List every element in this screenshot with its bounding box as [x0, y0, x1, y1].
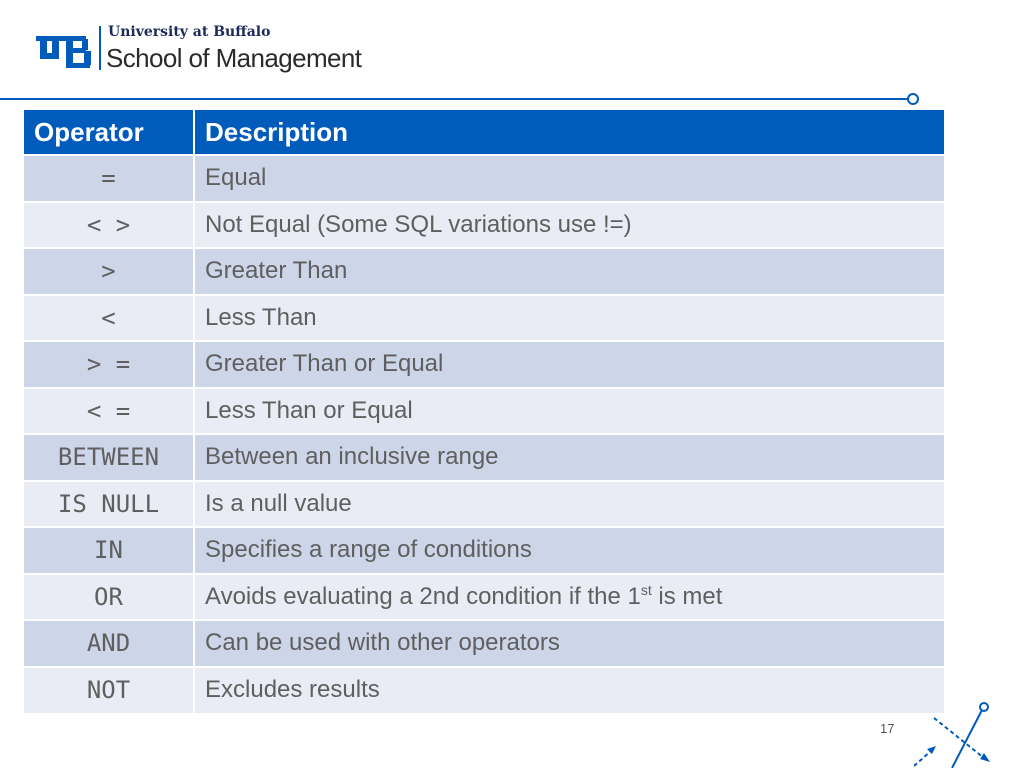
description-cell: Not Equal (Some SQL variations use !=): [194, 202, 944, 249]
ub-school-of-management-logo: [36, 22, 376, 76]
table-row: [24, 202, 944, 249]
description-cell: Greater Than: [194, 248, 944, 295]
description-cell: Is a null value: [194, 481, 944, 528]
table-row: [24, 434, 944, 481]
table-row: [24, 295, 944, 342]
operator-cell: BETWEEN: [24, 434, 194, 481]
description-cell: Excludes results: [194, 667, 944, 714]
table-row: [24, 481, 944, 528]
table-row: [24, 574, 944, 621]
description-text: Avoids evaluating a 2nd condition if the 1: [205, 583, 641, 611]
table-row: [24, 248, 944, 295]
operator-cell: IS NULL: [24, 481, 194, 528]
ub-logo-icon: [36, 36, 92, 68]
page-number: 17: [880, 721, 895, 736]
column-header-description: Description: [194, 110, 944, 155]
operator-cell: < =: [24, 388, 194, 435]
table-header-row: [24, 110, 944, 155]
column-header-operator: Operator: [24, 110, 194, 155]
header-rule-end-dot: [907, 93, 919, 105]
table-row: [24, 527, 944, 574]
operator-cell: AND: [24, 620, 194, 667]
operator-cell: <: [24, 295, 194, 342]
table-row: [24, 388, 944, 435]
operator-cell: >: [24, 248, 194, 295]
operator-cell: IN: [24, 527, 194, 574]
school-name: School of Management: [106, 43, 362, 73]
table-row: [24, 155, 944, 202]
table-row: [24, 341, 944, 388]
operator-cell: > =: [24, 341, 194, 388]
description-text-end: is met: [651, 583, 723, 611]
university-name: University at Buffalo: [108, 24, 271, 40]
description-cell: [194, 574, 944, 621]
operator-cell: NOT: [24, 667, 194, 714]
description-cell: Equal: [194, 155, 944, 202]
logo-divider: [99, 26, 101, 70]
description-cell: Less Than: [194, 295, 944, 342]
decorative-arrows-icon: [914, 698, 1024, 768]
description-cell: Specifies a range of conditions: [194, 527, 944, 574]
operator-cell: OR: [24, 574, 194, 621]
table-row: [24, 620, 944, 667]
description-cell: Can be used with other operators: [194, 620, 944, 667]
header-rule: [0, 98, 908, 100]
table-row: [24, 667, 944, 714]
description-cell: Less Than or Equal: [194, 388, 944, 435]
operator-cell: < >: [24, 202, 194, 249]
description-cell: Between an inclusive range: [194, 434, 944, 481]
operator-cell: =: [24, 155, 194, 202]
description-cell: Greater Than or Equal: [194, 341, 944, 388]
ordinal-suffix: st: [640, 582, 652, 599]
sql-operators-table: [24, 110, 944, 713]
